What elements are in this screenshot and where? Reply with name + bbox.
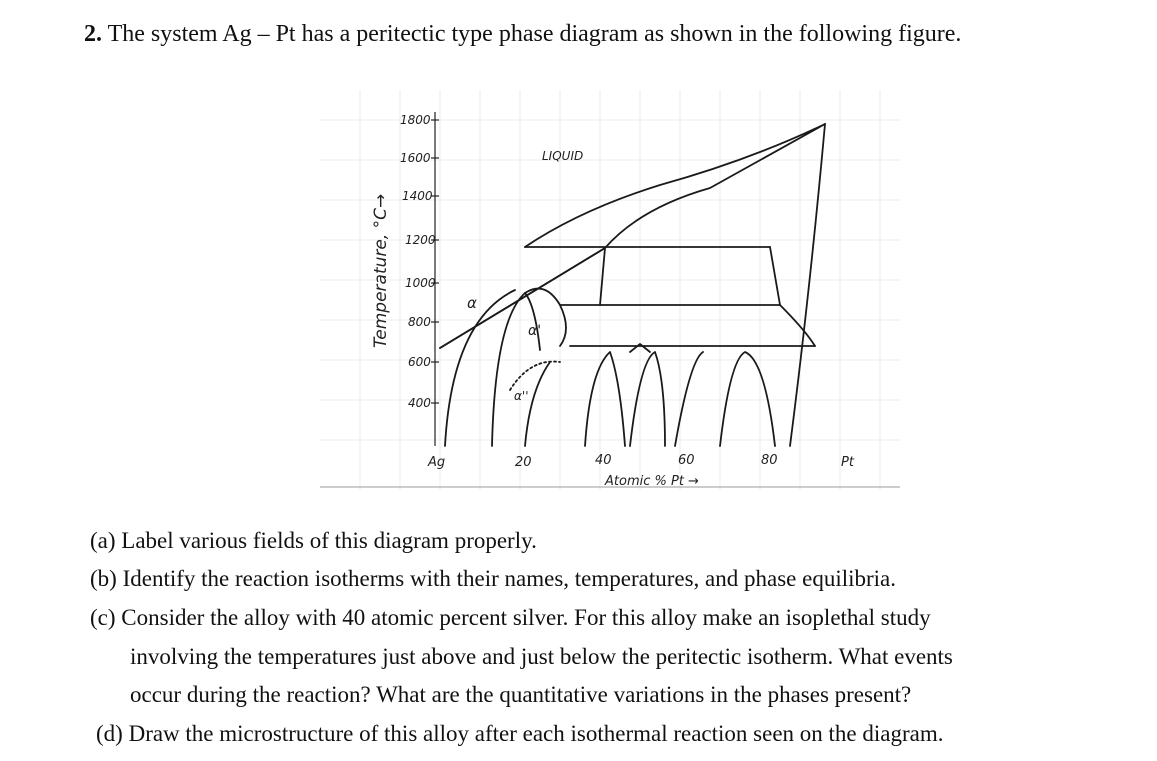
part-a bbox=[90, 526, 537, 556]
x-tick-label: 20 bbox=[515, 455, 532, 470]
x-tick-label: Ag bbox=[428, 455, 446, 470]
x-tick-label: 80 bbox=[761, 453, 778, 468]
part-d-label: (d) bbox=[96, 721, 123, 746]
part-b-text: Identify the reaction isotherms with their names, temperatures, and phase equilibria. bbox=[122, 566, 897, 591]
part-c-text-line-2: involving the temperatures just above and just below the peritectic isotherm. What events bbox=[130, 644, 953, 669]
part-a-label: (a) bbox=[90, 528, 116, 553]
x-tick-label: 60 bbox=[678, 453, 695, 468]
phase-label-alpha: α bbox=[467, 294, 477, 312]
y-axis-label: Temperature, °C→ bbox=[371, 193, 391, 348]
part-c-line-2 bbox=[130, 642, 953, 672]
right-boundary bbox=[780, 305, 815, 346]
question-text: The system Ag – Pt has a peritectic type phase diagram as shown in the following figure. bbox=[107, 21, 962, 47]
isotherm-right-vertical bbox=[770, 247, 780, 305]
y-tick-label: 1400 bbox=[402, 189, 433, 203]
question-number: 2. bbox=[84, 21, 102, 47]
part-b-label: (b) bbox=[90, 566, 117, 591]
phase-boundaries bbox=[440, 124, 825, 446]
ordering-dotted-line bbox=[510, 362, 560, 390]
part-d-text: Draw the microstructure of this alloy after each isothermal reaction seen on the diagram. bbox=[128, 721, 944, 746]
y-tick-labels bbox=[400, 113, 436, 410]
pt-solvus-dome bbox=[720, 352, 775, 446]
x-axis-label: Atomic % Pt → bbox=[605, 474, 699, 489]
graph-paper-grid bbox=[320, 90, 900, 490]
question-header bbox=[84, 14, 961, 54]
isotherm-upper bbox=[600, 248, 605, 305]
part-c-label: (c) bbox=[90, 605, 116, 630]
phase-diagram-figure bbox=[320, 90, 900, 500]
y-tick-label: 1800 bbox=[400, 113, 431, 127]
phase-diagram-svg bbox=[320, 90, 900, 500]
y-tick-label: 1600 bbox=[400, 151, 431, 165]
phase-label-alpha-prime: α' bbox=[528, 323, 542, 339]
part-c bbox=[90, 603, 931, 633]
x-tick-label: 40 bbox=[595, 453, 612, 468]
x-tick-label: Pt bbox=[841, 455, 854, 470]
part-c-text-line-1: Consider the alloy with 40 atomic percent silver. For this alloy make an isoplethal study bbox=[121, 605, 931, 630]
alpha-double-prime-line bbox=[525, 362, 550, 446]
y-tick-label: 600 bbox=[408, 355, 431, 369]
part-c-line-3 bbox=[130, 680, 911, 710]
phase-label-liquid: LIQUID bbox=[542, 149, 584, 163]
y-tick-label: 400 bbox=[408, 396, 431, 410]
alpha-prime-dome bbox=[492, 289, 566, 446]
lower-dome-left bbox=[585, 352, 625, 446]
y-tick-label: 800 bbox=[408, 315, 431, 329]
solidus-curve-ag bbox=[440, 248, 605, 348]
solidus-curve-pt bbox=[525, 124, 825, 247]
alpha-prime-dome-inner bbox=[525, 293, 540, 350]
lower-dome-center bbox=[630, 352, 665, 446]
y-tick-label: 1000 bbox=[405, 276, 436, 290]
phase-label-alpha-double-prime: α'' bbox=[514, 389, 529, 403]
part-c-text-line-3: occur during the reaction? What are the quantitative variations in the phases present? bbox=[130, 682, 912, 707]
part-b bbox=[90, 564, 896, 594]
part-d bbox=[96, 719, 943, 749]
y-tick-label: 1200 bbox=[405, 233, 436, 247]
lower-dome-right bbox=[675, 352, 703, 446]
pt-right-solvus bbox=[790, 124, 825, 446]
part-a-text: Label various fields of this diagram properly. bbox=[121, 528, 537, 553]
liquidus-curve bbox=[440, 124, 825, 348]
x-tick-labels bbox=[427, 453, 855, 470]
